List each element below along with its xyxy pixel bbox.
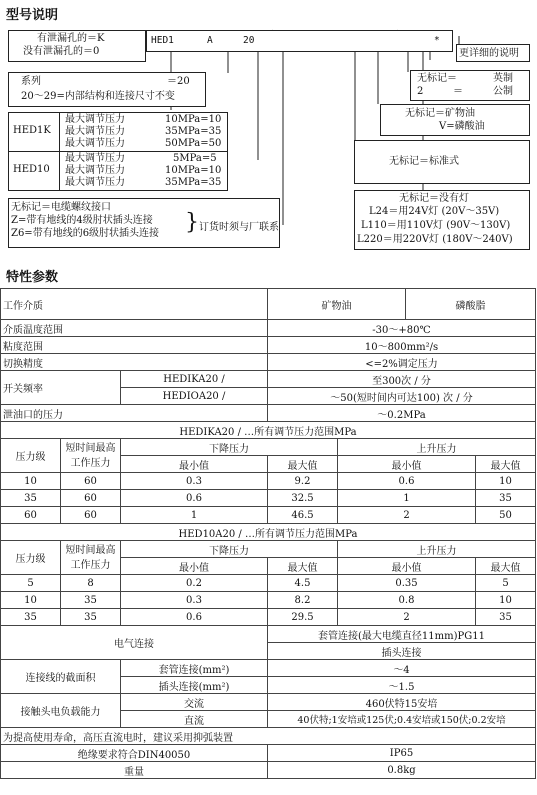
series-line2: 20～29=内部结构和连接尺寸不变 [21, 91, 175, 102]
series-line1: 系列 [21, 76, 41, 87]
tableA-cell: 9.2 [268, 473, 338, 490]
tableA-cell: 0.3 [121, 473, 268, 490]
pk-value-2: 35MPa=35 [165, 126, 222, 137]
unit-eq2: ＝ [453, 86, 463, 97]
temp-label: 介质温度范围 [1, 320, 268, 337]
tableA-cell: 46.5 [268, 507, 338, 524]
p0-value-2: 10MPa=10 [165, 165, 222, 176]
tableB-cell: 5 [1, 575, 61, 592]
freq-0-model: HEDIOA20 / [121, 388, 268, 405]
code-part-star: * [434, 35, 440, 46]
tableB-cell: 0.8 [338, 592, 476, 609]
tableA-cell: 10 [476, 473, 536, 490]
weight-value: 0.8kg [268, 762, 536, 779]
tableB-body [1, 575, 536, 626]
p0-value-1: 5MPa=5 [173, 153, 217, 164]
tableB-down-max: 最大值 [268, 558, 338, 575]
tableB-cell: 35 [476, 609, 536, 626]
load-label: 接触头电负载能力 [1, 694, 121, 728]
p0-value-3: 35MPa=35 [165, 177, 222, 188]
insulation-label: 绝缘要求符合DIN40050 [1, 745, 268, 762]
oil-line1: 无标记＝矿物油 [405, 108, 475, 119]
load-dc-val: 40伏特;1安培或125伏;0.4安培或150伏;0.2安培 [268, 711, 536, 728]
unit-line2: 2 [417, 86, 424, 97]
tableA-cell: 60 [61, 473, 121, 490]
tableB-up-min: 最小值 [338, 558, 476, 575]
freq-label: 开关频率 [1, 371, 121, 405]
tableB-cell: 10 [476, 592, 536, 609]
tableB-cell: 5 [476, 575, 536, 592]
spec-table [0, 288, 536, 779]
tableB-title: HED10A20 / …所有调节压力范围MPa [1, 524, 536, 541]
tableB-cell: 10 [1, 592, 61, 609]
pk-label-2: 最大调节压力 [65, 126, 125, 137]
tableA-cell: 35 [1, 490, 61, 507]
conn-line1: 无标记＝电缆螺纹接口 [11, 202, 111, 213]
tableB-cell: 0.2 [121, 575, 268, 592]
lamp-box [354, 190, 530, 250]
tableA-cell: 60 [1, 507, 61, 524]
leak-line2: 没有泄漏孔的＝0 [23, 46, 100, 57]
p0-label-2: 最大调节压力 [65, 165, 125, 176]
tableB-cell: 35 [1, 609, 61, 626]
tableA-cell: 10 [1, 473, 61, 490]
tableB-cell: 8.2 [268, 592, 338, 609]
tableA-title: HEDIKA20 / …所有调节压力范围MPa [1, 422, 536, 439]
freq-k-value: 至300次 / 分 [268, 371, 536, 388]
pk-value-1: 10MPa=10 [165, 114, 222, 125]
tableB-cell: 4.5 [268, 575, 338, 592]
hed1k-label: HED1K [13, 125, 51, 136]
medium-label: 工作介质 [1, 289, 268, 320]
insulation-value: IP65 [268, 745, 536, 762]
oil-box [380, 104, 530, 136]
leak-line1: 有泄漏孔的＝K [37, 33, 105, 44]
load-ac: 交流 [121, 694, 268, 711]
cross-sleeve: 套管连接(mm²) [121, 660, 268, 677]
tableA-cell: 32.5 [268, 490, 338, 507]
tableB-cell: 0.6 [121, 609, 268, 626]
tableB-col-short: 短时间最高 工作压力 [61, 541, 121, 575]
pressure-box-hed10 [8, 151, 228, 191]
standard-box [354, 140, 530, 184]
acc-label: 切换精度 [1, 354, 268, 371]
brace-icon: } [185, 210, 199, 235]
load-ac-val: 460伏特15安培 [268, 694, 536, 711]
tableB-row [1, 575, 536, 592]
code-part-a: A [207, 35, 213, 46]
code-part-20: 20 [243, 35, 255, 46]
leak-box [8, 30, 146, 62]
unit-val1: 英制 [493, 73, 513, 84]
tableB-cell: 2 [338, 609, 476, 626]
tableA-cell: 2 [338, 507, 476, 524]
tableA-body [1, 473, 536, 524]
lamp-line3: L110＝用110V灯 (90V～130V) [361, 220, 511, 231]
more-details-box [456, 44, 530, 62]
tableA-up-max: 最大值 [476, 456, 536, 473]
tableA-cell: 60 [61, 490, 121, 507]
model-code-box [146, 30, 453, 52]
pk-label-3: 最大调节压力 [65, 138, 125, 149]
lamp-line1: 无标记＝没有灯 [399, 193, 469, 204]
tableB-cell: 0.3 [121, 592, 268, 609]
connection-box [8, 198, 280, 248]
visc-value: 10～800mm²/s [268, 337, 536, 354]
note: 为提高使用寿命，高压直流电时，建议采用抑弧装置 [1, 728, 536, 745]
medium-phosphate: 磷酸脂 [406, 289, 536, 320]
tableA-cell: 1 [338, 490, 476, 507]
freq-k-model: HEDIKA20 / [121, 371, 268, 388]
freq-0-value: ～50(短时间内可达100) 次 / 分 [268, 388, 536, 405]
elec-label: 电气连接 [1, 626, 268, 660]
tableA-down-max: 最大值 [268, 456, 338, 473]
section-title-specs: 特性参数 [6, 270, 59, 285]
pressure-box-hed1k [8, 112, 228, 152]
conn-note: 订货时须与厂联系 [199, 222, 279, 233]
tableA-cell: 0.6 [338, 473, 476, 490]
lamp-line2: L24＝用24V灯 (20V～35V) [369, 206, 500, 217]
tableB-cell: 35 [61, 592, 121, 609]
tableB-row [1, 592, 536, 609]
elec-value2: 插头连接 [268, 643, 536, 660]
tableA-col-level: 压力级 [1, 439, 61, 473]
tableB-cell: 8 [61, 575, 121, 592]
acc-value: <=2%调定压力 [268, 354, 536, 371]
tableB-row [1, 609, 536, 626]
tableA-cell: 35 [476, 490, 536, 507]
unit-val2: 公制 [493, 86, 513, 97]
tableA-down-min: 最小值 [121, 456, 268, 473]
conn-line3: Z6=带有地线的6级肘状插头连接 [11, 228, 160, 239]
oil-line2: V=磷酸油 [439, 121, 485, 132]
cross-plug-val: ～1.5 [268, 677, 536, 694]
pk-value-3: 50MPa=50 [165, 138, 222, 149]
cross-label: 连接线的截面积 [1, 660, 121, 694]
tableA-cell: 50 [476, 507, 536, 524]
lamp-line4: L220＝用220V灯 (180V～240V) [357, 234, 513, 245]
elec-value1: 套管连接(最大电缆直径11mm)PG11 [268, 626, 536, 643]
p0-label-3: 最大调节压力 [65, 177, 125, 188]
tableA-row [1, 473, 536, 490]
tableB-cell: 35 [61, 609, 121, 626]
more-details: 更详细的说明 [459, 48, 519, 59]
unit-line1: 无标记＝ [417, 73, 457, 84]
drain-value: ～0.2MPa [268, 405, 536, 422]
unit-box [410, 70, 530, 101]
medium-mineral: 矿物油 [268, 289, 406, 320]
tableA-cell: 1 [121, 507, 268, 524]
weight-label: 重量 [1, 762, 268, 779]
tableA-cell: 60 [61, 507, 121, 524]
code-part-hed1: HED1 [151, 35, 174, 46]
std-line: 无标记＝标准式 [389, 156, 459, 167]
tableA-up-min: 最小值 [338, 456, 476, 473]
conn-line2: Z=带有地线的4级肘状插头连接 [11, 215, 153, 226]
load-dc: 直流 [121, 711, 268, 728]
tableB-cell: 0.35 [338, 575, 476, 592]
tableB-up-max: 最大值 [476, 558, 536, 575]
series-box [8, 72, 206, 107]
tableB-col-down: 下降压力 [121, 541, 338, 558]
tableA-col-short: 短时间最高 工作压力 [61, 439, 121, 473]
cross-plug: 插头连接(mm²) [121, 677, 268, 694]
section-title-model: 型号说明 [6, 8, 59, 23]
tableA-row [1, 490, 536, 507]
temp-value: -30～+80℃ [268, 320, 536, 337]
drain-label: 泄油口的压力 [1, 405, 268, 422]
tableA-row [1, 507, 536, 524]
tableB-col-level: 压力级 [1, 541, 61, 575]
tableB-down-min: 最小值 [121, 558, 268, 575]
p0-label-1: 最大调节压力 [65, 153, 125, 164]
cross-sleeve-val: ～4 [268, 660, 536, 677]
visc-label: 粘度范围 [1, 337, 268, 354]
tableA-col-up: 上升压力 [338, 439, 536, 456]
tableA-col-down: 下降压力 [121, 439, 338, 456]
hed10-label: HED10 [13, 164, 50, 175]
pk-label-1: 最大调节压力 [65, 114, 125, 125]
tableB-cell: 29.5 [268, 609, 338, 626]
tableA-cell: 0.6 [121, 490, 268, 507]
series-value: ＝20 [167, 76, 190, 87]
tableB-col-up: 上升压力 [338, 541, 536, 558]
